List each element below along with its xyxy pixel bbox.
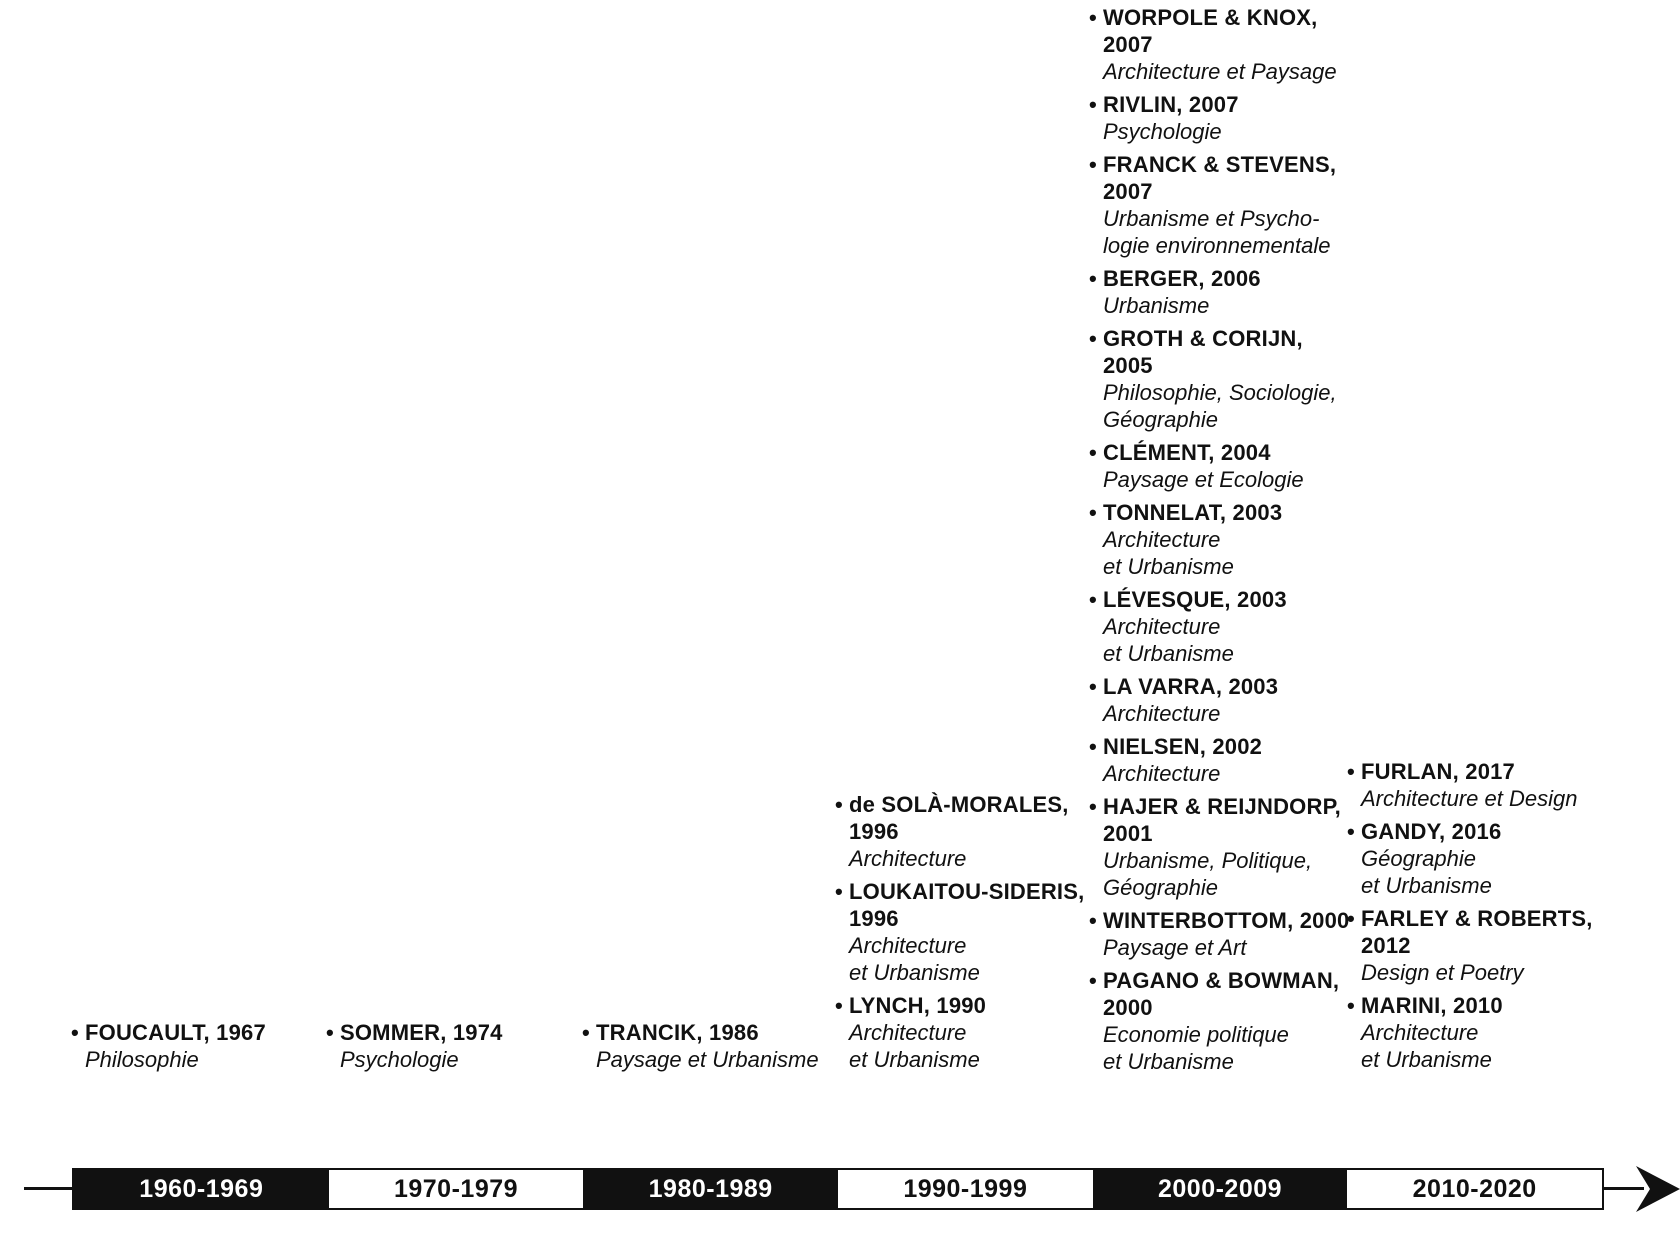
period-label: 2000-2009 [1157,1174,1283,1203]
bullet-icon: • [1347,906,1355,931]
reference-text [849,992,1085,1073]
period-segment [329,1170,584,1208]
reference-text [1361,905,1617,986]
discipline: Architecture et Urbanisme [1103,527,1234,579]
reference-text [1103,967,1354,1075]
author-year: BERGER, 2006 [1103,266,1261,291]
bullet-icon: • [1089,5,1097,30]
author-year: HAJER & REIJNDORP, 2001 [1103,794,1341,846]
author-year: de SOLÀ-MORALES, 1996 [849,792,1069,844]
reference-text [1103,4,1354,85]
period-segment [838,1170,1093,1208]
discipline: Architecture et Urbanisme [849,1020,980,1072]
bullet-icon: • [1347,993,1355,1018]
reference-text [1103,586,1354,667]
discipline: Architecture et Urbanisme [1361,1020,1492,1072]
author-year: FARLEY & ROBERTS, 2012 [1361,906,1593,958]
discipline: Paysage et Urbanisme [596,1047,819,1072]
bullet-icon: • [1089,794,1097,819]
period-segment [1347,1170,1602,1208]
discipline: Psychologie [340,1047,459,1072]
author-year: WINTERBOTTOM, 2000 [1103,908,1350,933]
discipline: Economie politique et Urbanisme [1103,1022,1289,1074]
reference-entry [1089,91,1354,145]
author-year: LÉVESQUE, 2003 [1103,587,1287,612]
timeline-bar [72,1168,1604,1210]
reference-entry [1089,151,1354,259]
author-year: TRANCIK, 1986 [596,1020,759,1045]
reference-entry [1089,733,1354,787]
reference-entry [1089,499,1354,580]
reference-entry [1347,905,1617,986]
column-2010s [1347,758,1617,1073]
discipline: Architecture et Paysage [1103,59,1337,84]
bullet-icon: • [1089,734,1097,759]
bullet-icon: • [326,1020,334,1045]
reference-text [1103,793,1354,901]
author-year: CLÉMENT, 2004 [1103,440,1271,465]
timeline-axis-start [24,1187,72,1190]
reference-entry [1089,4,1354,85]
discipline: Paysage et Ecologie [1103,467,1304,492]
reference-text [1103,733,1354,787]
reference-text [1103,907,1354,961]
author-year: GROTH & CORIJN, 2005 [1103,326,1303,378]
reference-entry [1347,992,1617,1073]
author-year: WORPOLE & KNOX, 2007 [1103,5,1318,57]
reference-entry [71,1019,321,1073]
bullet-icon: • [1347,759,1355,784]
column-1960s [71,1019,321,1073]
bullet-icon: • [582,1020,590,1045]
author-year: PAGANO & BOWMAN, 2000 [1103,968,1340,1020]
column-1970s [326,1019,576,1073]
bullet-icon: • [1347,819,1355,844]
reference-entry [1089,967,1354,1075]
bullet-icon: • [1089,92,1097,117]
bullet-icon: • [835,792,843,817]
reference-entry [835,992,1085,1073]
reference-entry [1089,439,1354,493]
bullet-icon: • [835,879,843,904]
reference-entry [326,1019,576,1073]
discipline: Philosophie, Sociologie, Géographie [1103,380,1337,432]
author-year: FURLAN, 2017 [1361,759,1515,784]
reference-text [1103,325,1354,433]
reference-text [85,1019,321,1073]
column-2000s [1089,4,1354,1075]
column-1990s [835,791,1085,1073]
period-label: 1960-1969 [139,1174,264,1203]
reference-text [1103,265,1354,319]
author-year: LYNCH, 1990 [849,993,987,1018]
reference-entry [1347,818,1617,899]
discipline: Psychologie [1103,119,1222,144]
reference-entry [1089,325,1354,433]
discipline: Paysage et Art [1103,935,1247,960]
bullet-icon: • [1089,500,1097,525]
period-label: 2010-2020 [1412,1174,1537,1203]
reference-entry [582,1019,832,1073]
reference-text [1361,818,1617,899]
discipline: Architecture [1103,701,1221,726]
bullet-icon: • [1089,968,1097,993]
reference-text [1103,151,1354,259]
column-1980s [582,1019,832,1073]
reference-text [340,1019,576,1073]
bullet-icon: • [1089,266,1097,291]
bullet-icon: • [1089,326,1097,351]
reference-text [596,1019,832,1073]
discipline: Urbanisme [1103,293,1210,318]
reference-entry [835,791,1085,872]
reference-text [1103,499,1354,580]
reference-text [849,878,1085,986]
reference-text [1103,673,1354,727]
bullet-icon: • [1089,908,1097,933]
discipline: Architecture [849,846,967,871]
bullet-icon: • [1089,152,1097,177]
author-year: FOUCAULT, 1967 [85,1020,266,1045]
period-segment [583,1170,838,1208]
period-segment [74,1170,329,1208]
reference-entry [1089,793,1354,901]
discipline: Géographie et Urbanisme [1361,846,1492,898]
discipline: Philosophie [85,1047,199,1072]
author-year: LA VARRA, 2003 [1103,674,1279,699]
discipline: Architecture [1103,761,1221,786]
reference-text [1103,439,1354,493]
reference-entry [1089,265,1354,319]
author-year: RIVLIN, 2007 [1103,92,1239,117]
author-year: TONNELAT, 2003 [1103,500,1283,525]
reference-text [1361,758,1617,812]
discipline: Architecture et Design [1361,786,1578,811]
reference-entry [1089,673,1354,727]
reference-text [849,791,1085,872]
discipline: Architecture et Urbanisme [849,933,980,985]
bullet-icon: • [1089,674,1097,699]
bullet-icon: • [1089,587,1097,612]
reference-entry [1347,758,1617,812]
reference-entry [1089,907,1354,961]
reference-text [1103,91,1354,145]
author-year: LOUKAITOU-SIDERIS, 1996 [849,879,1085,931]
arrow-right-icon [1636,1166,1680,1212]
author-year: NIELSEN, 2002 [1103,734,1263,759]
discipline: Urbanisme, Politique, Géographie [1103,848,1313,900]
discipline: Design et Poetry [1361,960,1524,985]
bullet-icon: • [1089,440,1097,465]
bullet-icon: • [71,1020,79,1045]
bullet-icon: • [835,993,843,1018]
reference-entry [835,878,1085,986]
period-label: 1990-1999 [903,1174,1028,1203]
author-year: MARINI, 2010 [1361,993,1503,1018]
discipline: Urbanisme et Psycho- logie environnementale [1103,206,1331,258]
author-year: FRANCK & STEVENS, 2007 [1103,152,1337,204]
period-label: 1980-1989 [648,1174,773,1203]
author-year: SOMMER, 1974 [340,1020,503,1045]
period-segment [1093,1170,1348,1208]
period-label: 1970-1979 [393,1174,519,1203]
discipline: Architecture et Urbanisme [1103,614,1234,666]
reference-text [1361,992,1617,1073]
author-year: GANDY, 2016 [1361,819,1502,844]
reference-entry [1089,586,1354,667]
